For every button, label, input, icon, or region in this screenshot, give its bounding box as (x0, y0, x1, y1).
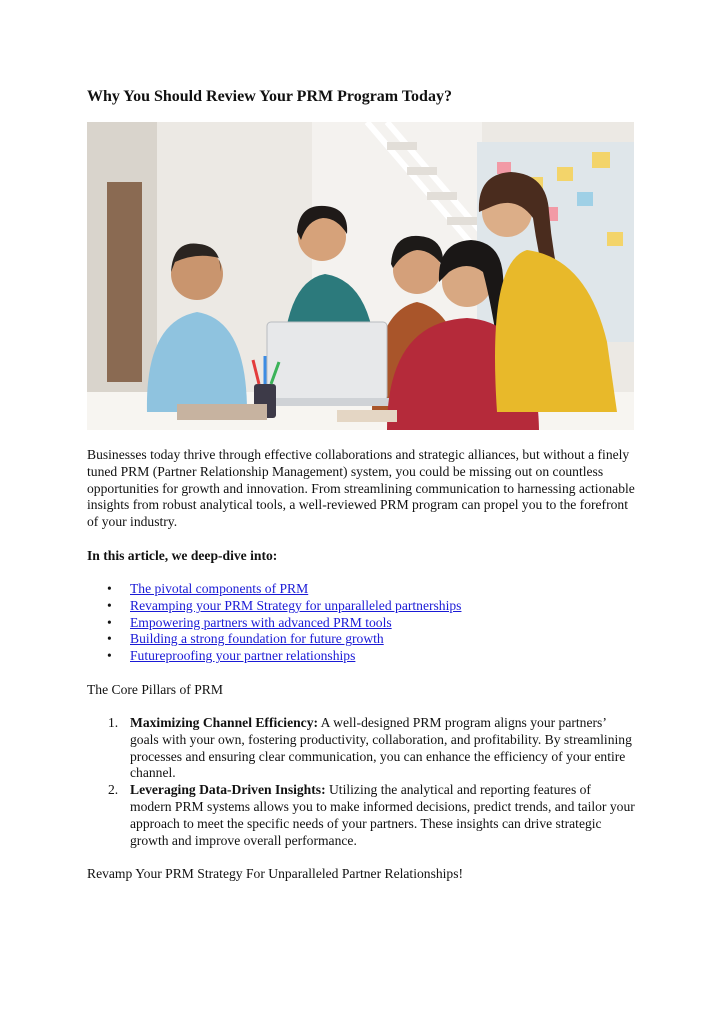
toc-link-revamping-strategy[interactable]: Revamping your PRM Strategy for unparalleled partnerships (130, 597, 462, 613)
closing-line: Revamp Your PRM Strategy For Unparalleled Partner Relationships! (87, 866, 464, 881)
pillar-title: Leveraging Data-Driven Insights: (130, 782, 326, 798)
toc-link-futureproofing[interactable]: Futureproofing your partner relationships (130, 648, 356, 664)
pillars-heading: The Core Pillars of PRM (87, 682, 223, 697)
toc-link-pivotal-components[interactable]: The pivotal components of PRM (130, 581, 309, 596)
pillar-title: Maximizing Channel Efficiency: (130, 715, 319, 730)
toc-item (130, 581, 461, 598)
toc-item (130, 598, 461, 615)
toc-item (130, 615, 461, 632)
toc-item (130, 648, 461, 665)
toc-item (130, 631, 461, 648)
pillar-number: 1. (108, 715, 119, 730)
toc-link-empowering-partners[interactable]: Empowering partners with advanced PRM tools (130, 614, 392, 630)
toc-link-strong-foundation[interactable]: Building a strong foundation for future growth (130, 631, 384, 647)
hero-image (87, 122, 634, 430)
team-photo-illustration (87, 122, 634, 430)
toc-list (87, 581, 461, 665)
deep-dive-heading: In this article, we deep-dive into: (87, 548, 278, 563)
pillar-item (108, 782, 635, 849)
pillars-list (87, 715, 635, 849)
page-title: Why You Should Review Your PRM Program Today? (87, 88, 452, 105)
pillar-text: A well-designed PRM program aligns your partners’ goals with your own, fostering productivity, collaboration, and profitability. By streamlining processes and ensuring clear communication, you can enhance the efficiency of your entire channel. (130, 715, 632, 781)
intro-paragraph: Businesses today thrive through effective collaborations and strategic alliances, but without a finely tuned PRM (Partner Relationship Management) system, you could be missing out on countless opportunities for growth and innovation. From streamlining communication to harnessing actionable insights from robust analytical tools, a well-reviewed PRM program can propel you to the forefront of your industry. (87, 447, 635, 530)
pillar-text: Utilizing the analytical and reporting features of modern PRM systems allows you to make informed decisions, predict trends, and tailor your approach to meet the specific needs of your partners. These insights can drive strategic growth and improve overall performance. (130, 782, 635, 848)
pillar-number: 2. (108, 782, 119, 798)
pillar-item (108, 715, 635, 782)
